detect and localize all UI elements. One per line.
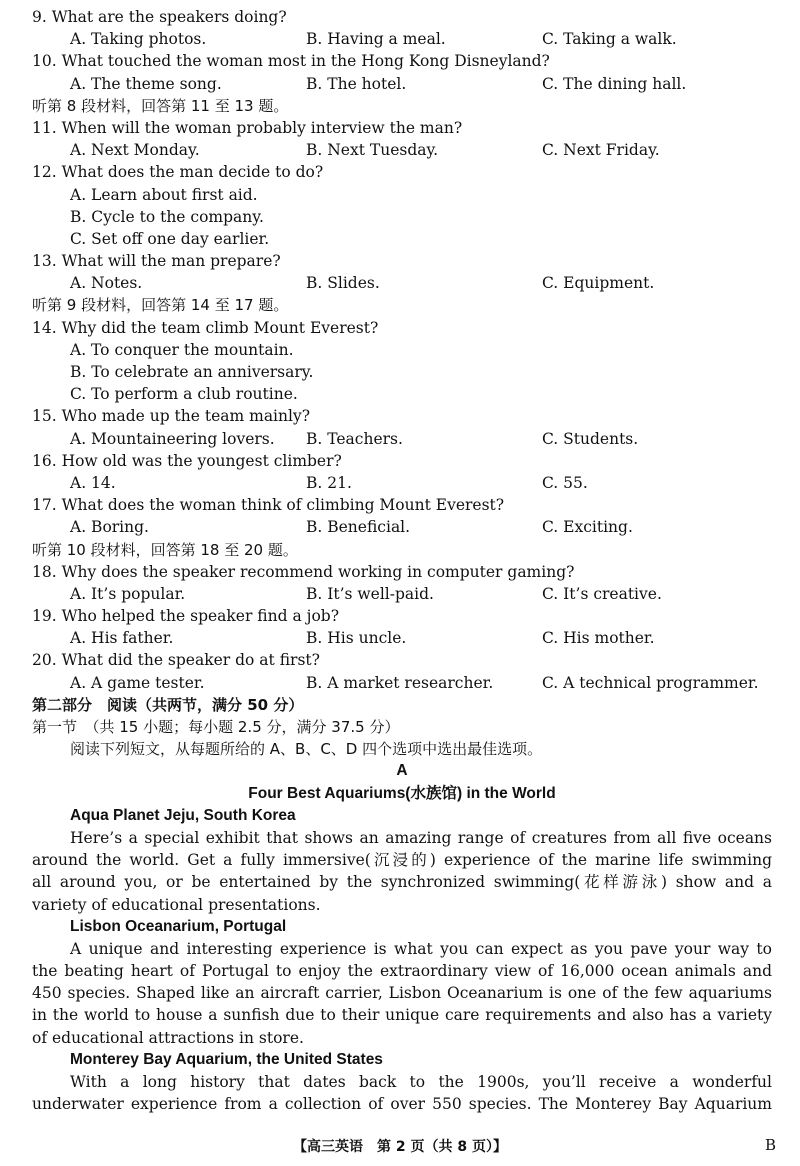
part-two-heading: 第二部分 阅读（共两节，满分 50 分） [32, 695, 304, 714]
option-a: A. To conquer the mountain. [70, 340, 294, 359]
question-19: 19. Who helped the speaker find a job? [32, 607, 340, 626]
option-c: C. Set off one day earlier. [70, 229, 270, 248]
option-c: C. Equipment. [542, 274, 655, 293]
section-one-instruction: 阅读下列短文，从每题所给的 A、B、C、D 四个选项中选出最佳选项。 [70, 740, 543, 759]
option-a: A. Boring. [70, 518, 149, 537]
option-b: B. Slides. [306, 274, 380, 293]
option-a: A. It’s popular. [70, 584, 186, 603]
option-a: A. A game tester. [70, 673, 205, 692]
question-14: 14. Why did the team climb Mount Everest? [32, 318, 379, 337]
option-c: C. His mother. [542, 629, 655, 648]
question-11-options [32, 139, 772, 161]
question-16: 16. How old was the youngest climber? [32, 451, 342, 470]
option-c: C. Students. [542, 429, 639, 448]
option-c: C. Next Friday. [542, 141, 660, 160]
option-a: A. Taking photos. [70, 30, 207, 49]
option-b: B. It’s well-paid. [306, 584, 434, 603]
option-b: B. The hotel. [306, 74, 407, 93]
question-17: 17. What does the woman think of climbing Mount Everest? [32, 496, 505, 515]
question-13: 13. What will the man prepare? [32, 252, 281, 271]
question-15: 15. Who made up the team mainly? [32, 407, 311, 426]
question-17-options [32, 516, 772, 538]
question-20-options [32, 672, 772, 694]
paragraph-line: underwater experience from a collection of over 550 species. The Monterey Bay Aquarium [32, 1095, 772, 1114]
option-c: C. A technical programmer. [542, 673, 759, 692]
option-b: B. Beneficial. [306, 518, 411, 537]
paragraph-line: A unique and interesting experience is what you can expect as you pave your way to [70, 939, 772, 958]
instruction-section-9: 听第 9 段材料，回答第 14 至 17 题。 [32, 296, 289, 315]
option-c: C. Taking a walk. [542, 30, 677, 49]
option-a: A. 14. [70, 473, 116, 492]
option-a: A. Mountaineering lovers. [70, 429, 275, 448]
option-c: C. The dining hall. [542, 74, 687, 93]
question-18: 18. Why does the speaker recommend working in computer gaming? [32, 562, 575, 581]
question-13-options [32, 272, 772, 294]
aquarium-heading-jeju: Aqua Planet Jeju, South Korea [70, 806, 296, 824]
aquarium-heading-monterey: Monterey Bay Aquarium, the United States [70, 1050, 383, 1068]
question-20: 20. What did the speaker do at first? [32, 651, 320, 670]
option-a: A. Notes. [70, 274, 143, 293]
option-a: A. His father. [70, 629, 174, 648]
question-19-options [32, 627, 772, 649]
passage-letter: A [396, 762, 408, 780]
option-c: C. Exciting. [542, 518, 633, 537]
option-c: C. To perform a club routine. [70, 385, 298, 404]
option-c: C. It’s creative. [542, 584, 662, 603]
passage-title: Four Best Aquariums(水族馆) in the World [248, 784, 556, 802]
paragraph-line: With a long history that dates back to the 1900s, you’ll receive a wonderful [70, 1073, 772, 1091]
question-18-options [32, 583, 772, 605]
paper-version: B [764, 1136, 776, 1154]
paragraph-line: variety of educational presentations. [32, 895, 321, 914]
paragraph-line: in the world to house a sunfish due to their unique care requirements and also has a variety [32, 1006, 772, 1025]
paragraph-line: 450 species. Shaped like an aircraft carrier, Lisbon Oceanarium is one of the few aquariums [32, 984, 772, 1003]
option-b: B. A market researcher. [306, 673, 494, 692]
section-one-heading: 第一节 （共 15 小题；每小题 2.5 分，满分 37.5 分） [32, 718, 400, 736]
paragraph-line: of educational attractions in store. [32, 1028, 304, 1047]
option-b: B. Having a meal. [306, 30, 446, 49]
option-b: B. Cycle to the company. [70, 207, 264, 226]
paragraph-line: all around you, or be entertained by the synchronized swimming(花样游泳) show and a [32, 873, 772, 892]
option-b: B. His uncle. [306, 629, 407, 648]
aquarium-heading-lisbon: Lisbon Oceanarium, Portugal [70, 917, 287, 935]
option-a: A. The theme song. [70, 74, 222, 93]
question-10: 10. What touched the woman most in the Hong Kong Disneyland? [32, 52, 550, 71]
option-b: B. Next Tuesday. [306, 141, 439, 160]
paragraph-line: the beating heart of Portugal to enjoy the extraordinary view of 16,000 ocean animals and [32, 962, 772, 981]
instruction-section-10: 听第 10 段材料，回答第 18 至 20 题。 [32, 540, 298, 559]
question-9: 9. What are the speakers doing? [32, 8, 287, 26]
question-10-options [32, 73, 772, 95]
option-b: B. Teachers. [306, 429, 403, 448]
exam-page [32, 6, 772, 1115]
paragraph-line: around the world. Get a fully immersive(沉浸的) experience of the marine life swimming [32, 851, 772, 870]
question-9-options [32, 28, 772, 50]
option-a: A. Learn about first aid. [70, 185, 258, 204]
paragraph-line: Here’s a special exhibit that shows an amazing range of creatures from all five oceans [70, 828, 772, 847]
question-12: 12. What does the man decide to do? [32, 163, 324, 182]
option-a: A. Next Monday. [70, 141, 200, 160]
instruction-section-8: 听第 8 段材料，回答第 11 至 13 题。 [32, 96, 289, 115]
option-c: C. 55. [542, 473, 588, 492]
option-b: B. 21. [306, 473, 352, 492]
question-16-options [32, 472, 772, 494]
option-b: B. To celebrate an anniversary. [70, 363, 314, 381]
page-footer: 【高三英语 第 2 页（共 8 页）】 [293, 1139, 507, 1155]
question-11: 11. When will the woman probably interview the man? [32, 118, 463, 137]
question-15-options [32, 428, 772, 450]
